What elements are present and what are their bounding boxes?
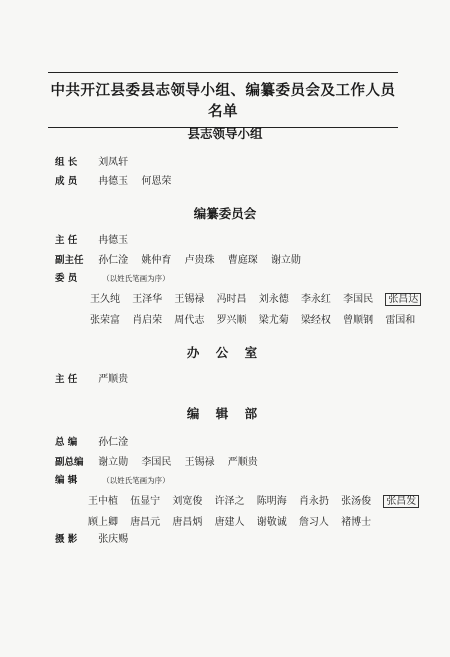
leading-group-members-row: [55, 172, 181, 187]
committee-members-line-1: [90, 290, 421, 305]
deputy-name: 姚仲育: [141, 255, 172, 266]
leading-group-heading: 县志领导小组: [187, 126, 263, 141]
committee-member: 曾顺钢: [343, 315, 374, 326]
photo-row: [55, 530, 138, 545]
editor-name: 王中植: [88, 496, 118, 507]
office-heading: 办 公 室: [186, 345, 264, 360]
editor-name: 张汤俊: [341, 496, 372, 507]
deputy-name: 谢立勋: [270, 255, 301, 266]
committee-member-boxed: 张昌达: [385, 293, 421, 306]
committee-member: 冯时昌: [216, 294, 247, 305]
editor-name: 肖永扔: [298, 496, 329, 507]
members-label: 成 员: [55, 176, 78, 187]
deputy-editor-name: 谢立勋: [98, 457, 129, 468]
editor-name: 唐建人: [214, 517, 245, 528]
photographer-name: 张庆赐: [98, 534, 129, 545]
committee-members-line-2: [90, 311, 424, 326]
editors-label-row: [55, 472, 170, 486]
leader-name: 刘凤轩: [98, 157, 129, 168]
office-director-row: [55, 370, 138, 385]
committee-member: 王锡禄: [174, 294, 205, 305]
committee-member: 梁经权: [300, 315, 331, 326]
chief-name: 孙仁淦: [98, 437, 129, 448]
editorial-deputies-row: [55, 453, 268, 468]
deputy-name: 孙仁淦: [98, 255, 129, 266]
committee-member: 梁尤菊: [258, 315, 289, 326]
committee-member: 李永红: [300, 294, 331, 305]
leading-group-leader-row: [55, 153, 138, 168]
editor-name: 刘宽俊: [172, 496, 203, 507]
committee-member: 罗兴顺: [216, 315, 247, 326]
editorial-heading: 编 辑 部: [186, 406, 264, 421]
editors-line-2: [88, 513, 380, 528]
committee-members-label-row: [55, 270, 170, 284]
director-name: 冉德玉: [98, 235, 129, 246]
editors-label: 编 辑: [55, 475, 78, 486]
editor-name: 唐昌元: [130, 517, 161, 528]
committee-member: 李国民: [343, 294, 374, 305]
office-director-name: 严顺贵: [98, 374, 129, 385]
office-director-label: 主 任: [55, 374, 78, 385]
committee-members-label: 委 员: [55, 273, 78, 284]
deputy-editor-name: 李国民: [141, 457, 172, 468]
committee-member: 张荣富: [90, 315, 120, 326]
committee-member: 刘永德: [258, 294, 289, 305]
committee-member: 王久纯: [90, 294, 120, 305]
editor-name: 谢敬诚: [256, 517, 287, 528]
committee-member: 王泽华: [132, 294, 163, 305]
editor-name: 詹习人: [298, 517, 329, 528]
member-name: 冉德玉: [98, 176, 129, 187]
committee-deputies-row: [55, 251, 311, 266]
photo-label: 摄 影: [55, 534, 78, 545]
member-name: 何恩荣: [141, 176, 172, 187]
deputy-editor-label: 副总编: [55, 457, 84, 468]
editor-name: 唐昌炳: [172, 517, 203, 528]
committee-member: 肖启荣: [132, 315, 163, 326]
committee-heading: 编纂委员会: [193, 206, 257, 221]
editor-name-boxed: 张昌发: [383, 495, 419, 508]
committee-members-note: （以姓氏笔画为序）: [102, 274, 170, 283]
director-label: 主 任: [55, 235, 78, 246]
editor-name: 陈明海: [256, 496, 287, 507]
editor-name: 伍显宁: [130, 496, 161, 507]
committee-director-row: [55, 231, 138, 246]
editors-note: （以姓氏笔画为序）: [102, 476, 170, 485]
editorial-chief-row: [55, 433, 138, 448]
editor-name: 许泽之: [214, 496, 245, 507]
editor-name: 褚博士: [341, 517, 372, 528]
deputy-name: 卢贵珠: [184, 255, 215, 266]
deputy-editor-name: 王锡禄: [184, 457, 215, 468]
editors-line-1: [88, 492, 419, 507]
editor-name: 顾上卿: [88, 517, 118, 528]
committee-member: 周代志: [174, 315, 205, 326]
chief-label: 总 编: [55, 437, 78, 448]
deputy-name: 曹庭琛: [227, 255, 258, 266]
document-title: 中共开江县委县志领导小组、编纂委员会及工作人员名单: [48, 72, 398, 128]
deputy-editor-name: 严顺贵: [227, 457, 258, 468]
leader-label: 组 长: [55, 157, 78, 168]
committee-member: 雷国和: [385, 315, 416, 326]
deputy-label: 副主任: [55, 255, 84, 266]
